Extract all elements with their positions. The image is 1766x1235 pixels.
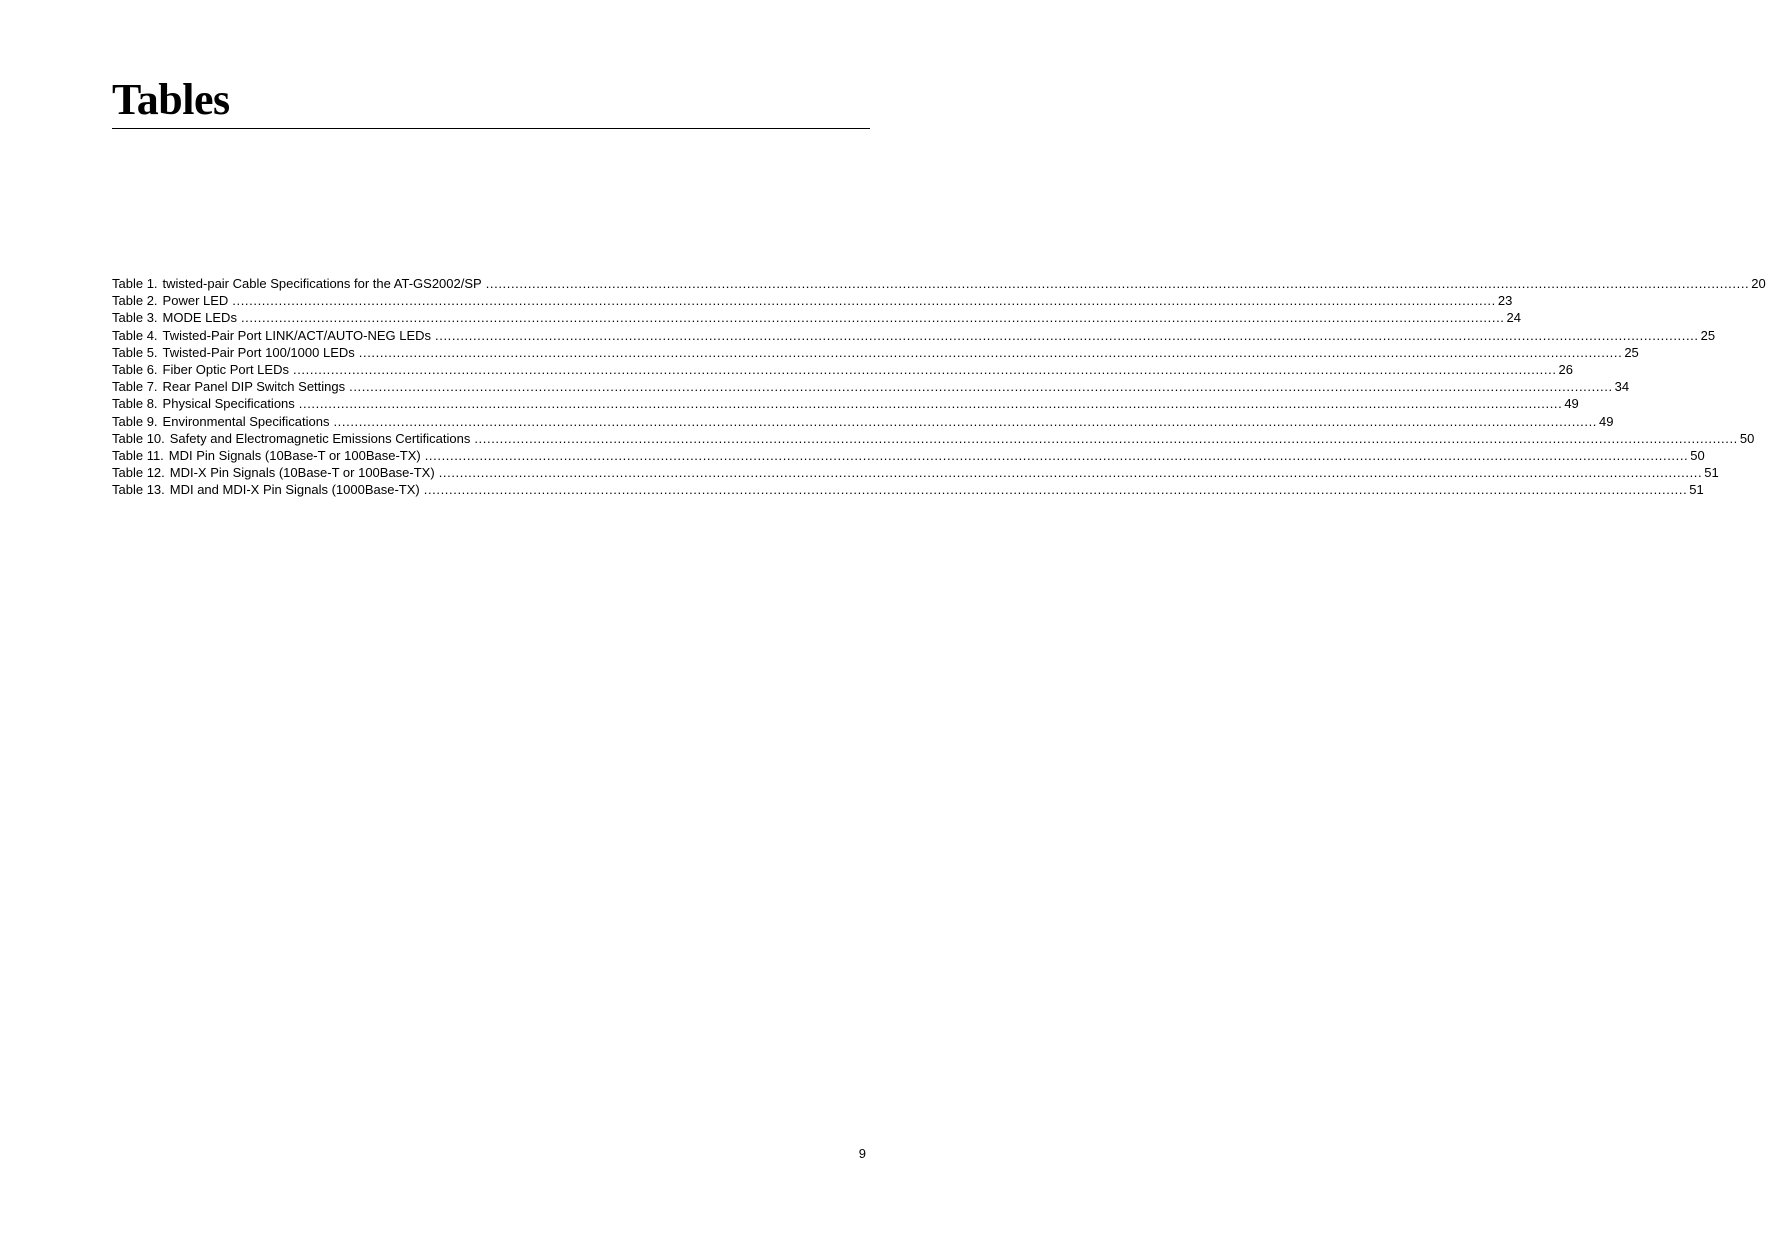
dot-leader: ............................................................................................................................................................................................................................................................................................................ <box>485 276 1750 291</box>
toc-entry-page: 24 <box>1506 310 1521 326</box>
toc-entry-number: Table 2. <box>112 293 158 309</box>
dot-leader: ............................................................................................................................................................................................................................................................................................................ <box>298 396 1563 412</box>
title-divider <box>112 128 870 129</box>
toc-entry[interactable] <box>112 309 1521 326</box>
toc-entry[interactable] <box>112 413 1614 430</box>
toc-entry-page: 26 <box>1558 361 1573 377</box>
toc-entry-title: Environmental Specifications <box>162 413 330 429</box>
toc-entry[interactable] <box>112 292 1513 309</box>
toc-entry-page: 20 <box>1751 276 1766 291</box>
toc-entry-number: Table 13. <box>112 482 165 498</box>
dot-leader: ............................................................................................................................................................................................................................................................................................................ <box>333 413 1598 429</box>
toc-entry-page: 50 <box>1690 447 1705 463</box>
toc-entry-page: 51 <box>1704 465 1719 481</box>
toc-entry[interactable] <box>112 481 1704 498</box>
toc-entry-title: MDI Pin Signals (10Base-T or 100Base-TX) <box>168 447 421 463</box>
dot-leader: ............................................................................................................................................................................................................................................................................................................ <box>240 310 1505 326</box>
dot-leader: ............................................................................................................................................................................................................................................................................................................ <box>438 465 1703 481</box>
toc-entry-number: Table 11. <box>112 447 164 463</box>
toc-entry-number: Table 6. <box>112 361 158 377</box>
toc-entry[interactable] <box>112 361 1573 378</box>
toc-entry[interactable] <box>112 378 1630 395</box>
toc-entry-number: Table 3. <box>112 310 158 326</box>
toc-entry-title: Physical Specifications <box>162 396 295 412</box>
toc-entry[interactable] <box>112 327 1716 344</box>
toc-entry-page: 51 <box>1689 482 1704 498</box>
dot-leader: ............................................................................................................................................................................................................................................................................................................ <box>292 361 1557 377</box>
toc-entry-title: MDI and MDI-X Pin Signals (1000Base-TX) <box>169 482 420 498</box>
toc-entry-title: MDI-X Pin Signals (10Base-T or 100Base-TX) <box>169 465 435 481</box>
toc-entry[interactable] <box>112 395 1579 412</box>
page-title: Tables <box>112 75 230 124</box>
page-number: 9 <box>858 1146 866 1161</box>
dot-leader: ............................................................................................................................................................................................................................................................................................................ <box>349 379 1613 395</box>
toc-entry-page: 25 <box>1624 344 1639 360</box>
list-of-tables <box>112 275 1766 498</box>
toc-entry-number: Table 4. <box>112 327 158 343</box>
toc-entry-number: Table 8. <box>112 396 158 412</box>
toc-entry-title: Fiber Optic Port LEDs <box>162 361 289 377</box>
toc-entry-title: Power LED <box>162 293 229 309</box>
dot-leader: ............................................................................................................................................................................................................................................................................................................ <box>232 293 1496 309</box>
toc-entry[interactable] <box>112 447 1705 464</box>
toc-entry-title: Rear Panel DIP Switch Settings <box>162 379 346 395</box>
toc-entry-title: twisted-pair Cable Specifications for the AT-GS2002/SP <box>162 276 482 291</box>
toc-entry[interactable] <box>112 430 1755 447</box>
toc-entry-page: 50 <box>1739 430 1755 446</box>
toc-entry-title: Twisted-Pair Port 100/1000 LEDs <box>162 344 355 360</box>
dot-leader: ............................................................................................................................................................................................................................................................................................................ <box>435 327 1699 343</box>
dot-leader: ............................................................................................................................................................................................................................................................................................................ <box>358 344 1623 360</box>
toc-entry-number: Table 7. <box>112 379 158 395</box>
toc-entry-page: 49 <box>1599 413 1614 429</box>
toc-entry-number: Table 9. <box>112 413 158 429</box>
toc-entry[interactable] <box>112 344 1639 361</box>
toc-entry[interactable] <box>112 275 1766 292</box>
toc-entry-title: Twisted-Pair Port LINK/ACT/AUTO-NEG LEDs <box>162 327 432 343</box>
toc-entry-number: Table 10. <box>112 430 165 446</box>
toc-entry-number: Table 12. <box>112 465 165 481</box>
toc-entry-title: Safety and Electromagnetic Emissions Certifications <box>169 430 471 446</box>
toc-entry-page: 34 <box>1614 379 1630 395</box>
dot-leader: ............................................................................................................................................................................................................................................................................................................ <box>424 447 1689 463</box>
toc-entry-title: MODE LEDs <box>162 310 237 326</box>
toc-entry-number: Table 1. <box>112 276 158 291</box>
dot-leader: ............................................................................................................................................................................................................................................................................................................ <box>474 430 1738 446</box>
toc-entry[interactable] <box>112 464 1719 481</box>
toc-entry-page: 49 <box>1564 396 1579 412</box>
dot-leader: ............................................................................................................................................................................................................................................................................................................ <box>423 482 1688 498</box>
toc-entry-page: 23 <box>1497 293 1513 309</box>
toc-entry-page: 25 <box>1700 327 1716 343</box>
toc-entry-number: Table 5. <box>112 344 158 360</box>
